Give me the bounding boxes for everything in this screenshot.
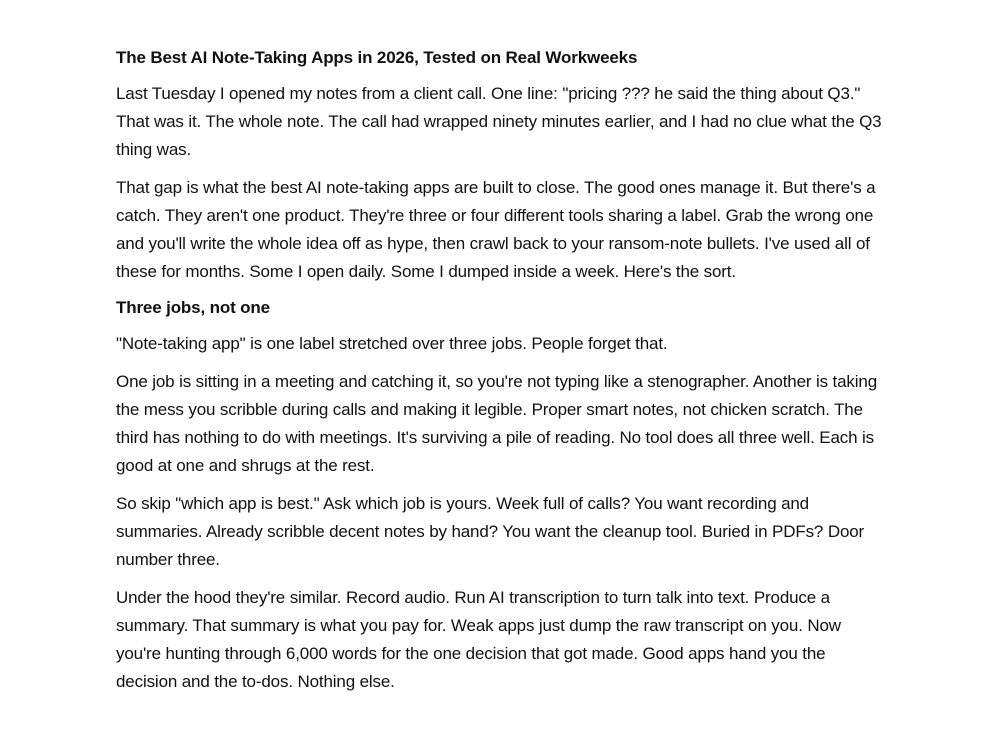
article-title: The Best AI Note-Taking Apps in 2026, Tested on Real Workweeks [116, 48, 638, 67]
paragraph-section-2: One job is sitting in a meeting and catching it, so you're not typing like a stenographer. Another is taking the mess you scribble during calls and making it legible. Proper smart notes, not chicken scratch. The third has nothing to do with meetings. It's surviving a pile of reading. No tool does all three well. Each is good at one and shrugs at the rest. [116, 372, 878, 475]
paragraph-section-3: So skip "which app is best." Ask which job is yours. Week full of calls? You want recording and summaries. Already scribble decent notes by hand? You want the cleanup tool. Buried in PDFs? Door number three. [116, 494, 865, 569]
paragraph-section-4: Under the hood they're similar. Record audio. Run AI transcription to turn talk into text. Produce a summary. That summary is what you pay for. Weak apps just dump the raw transcript on you. Now you're hunting through 6,000 words for the one decision that got made. Good apps hand you the decision and the to-dos. Nothing else. [116, 588, 841, 691]
paragraph-intro-1: Last Tuesday I opened my notes from a client call. One line: "pricing ??? he said the thing about Q3." That was it. The whole note. The call had wrapped ninety minutes earlier, and I had no clue what the Q3 thing was. [116, 84, 882, 159]
section-heading: Three jobs, not one [116, 298, 270, 317]
paragraph-section-1: "Note-taking app" is one label stretched over three jobs. People forget that. [116, 334, 668, 353]
paragraph-intro-2: That gap is what the best AI note-taking apps are built to close. The good ones manage it. But there's a catch. They aren't one product. They're three or four different tools sharing a label. Grab the wrong one and you'll write the whole idea off as hype, then crawl back to your ransom-note bullets. I've used all of these for months. Some I open daily. Some I dumped inside a week. Here's the sort. [116, 178, 876, 281]
article-body [116, 46, 886, 706]
